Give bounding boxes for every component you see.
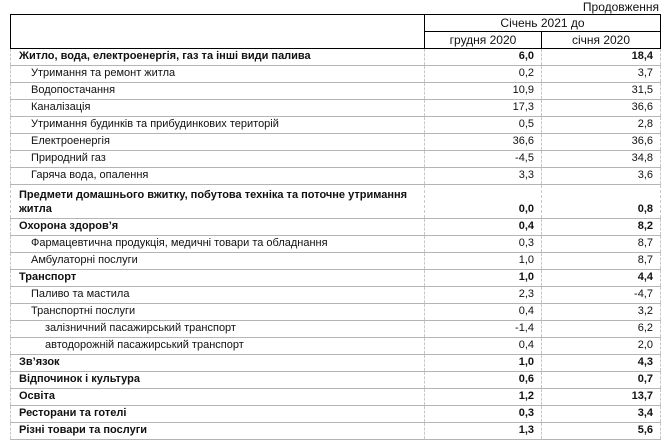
table-row xyxy=(11,253,661,270)
table-row xyxy=(11,372,661,389)
row-label: Фармацевтична продукція, медичні товари та обладнання xyxy=(11,236,425,253)
value-vs-december: 0,6 xyxy=(425,372,542,389)
header-empty-corner-cell xyxy=(11,15,425,49)
value-vs-december: -1,4 xyxy=(425,321,542,338)
table-row xyxy=(11,236,661,253)
table-row xyxy=(11,83,661,100)
table-row xyxy=(11,134,661,151)
value-vs-january: 3,2 xyxy=(542,304,661,321)
value-vs-december: 2,3 xyxy=(425,287,542,304)
value-vs-december: 0,3 xyxy=(425,236,542,253)
value-vs-december: 1,3 xyxy=(425,423,542,440)
row-label: Освіта xyxy=(11,389,425,406)
value-vs-december: 0,4 xyxy=(425,304,542,321)
value-vs-january: 2,0 xyxy=(542,338,661,355)
header-period-group: Січень 2021 до xyxy=(425,15,661,32)
value-vs-january: 5,6 xyxy=(542,423,661,440)
row-label: Каналізація xyxy=(11,100,425,117)
value-vs-january: 3,4 xyxy=(542,406,661,423)
row-label: Предмети домашнього вжитку, побутова техніка та поточне утримання житла xyxy=(11,185,425,219)
value-vs-january: 18,4 xyxy=(542,49,661,66)
value-vs-december: 0,5 xyxy=(425,117,542,134)
table-row xyxy=(11,406,661,423)
table-row xyxy=(11,270,661,287)
value-vs-january: 13,7 xyxy=(542,389,661,406)
value-vs-january: 36,6 xyxy=(542,100,661,117)
table-row xyxy=(11,168,661,185)
row-label: Різні товари та послуги xyxy=(11,423,425,440)
table-header xyxy=(11,15,661,49)
table-row xyxy=(11,389,661,406)
value-vs-december: 0,2 xyxy=(425,66,542,83)
value-vs-december: 10,9 xyxy=(425,83,542,100)
row-label: Утримання та ремонт житла xyxy=(11,66,425,83)
value-vs-january: 0,7 xyxy=(542,372,661,389)
continuation-label: Продовження xyxy=(582,0,659,14)
table-row xyxy=(11,355,661,372)
row-label: Електроенергія xyxy=(11,134,425,151)
value-vs-december: 0,0 xyxy=(425,185,542,219)
row-label: залізничний пасажирський транспорт xyxy=(11,321,425,338)
value-vs-december: 1,0 xyxy=(425,355,542,372)
value-vs-january: 34,8 xyxy=(542,151,661,168)
table-row xyxy=(11,423,661,440)
value-vs-december: 1,0 xyxy=(425,270,542,287)
row-label: Гаряча вода, опалення xyxy=(11,168,425,185)
table-row xyxy=(11,66,661,83)
value-vs-december: 6,0 xyxy=(425,49,542,66)
value-vs-january: 8,7 xyxy=(542,253,661,270)
table-row xyxy=(11,117,661,134)
value-vs-january: 2,8 xyxy=(542,117,661,134)
table-row xyxy=(11,219,661,236)
value-vs-december: 3,3 xyxy=(425,168,542,185)
header-col-vs-december: грудня 2020 xyxy=(425,32,542,49)
value-vs-december: -4,5 xyxy=(425,151,542,168)
table-row xyxy=(11,321,661,338)
value-vs-december: 1,0 xyxy=(425,253,542,270)
value-vs-january: 3,6 xyxy=(542,168,661,185)
row-label: Житло, вода, електроенергія, газ та інші види палива xyxy=(11,49,425,66)
table-row xyxy=(11,287,661,304)
table-row xyxy=(11,338,661,355)
table-row xyxy=(11,100,661,117)
cpi-table xyxy=(10,14,661,440)
row-label: Транспорт xyxy=(11,270,425,287)
value-vs-december: 36,6 xyxy=(425,134,542,151)
value-vs-january: 8,7 xyxy=(542,236,661,253)
table-row xyxy=(11,185,661,219)
table-row xyxy=(11,304,661,321)
row-label: Транспортні послуги xyxy=(11,304,425,321)
value-vs-january: 8,2 xyxy=(542,219,661,236)
row-label: Відпочинок і культура xyxy=(11,372,425,389)
value-vs-january: 36,6 xyxy=(542,134,661,151)
header-row-group xyxy=(11,15,661,32)
row-label: Ресторани та готелі xyxy=(11,406,425,423)
value-vs-december: 1,2 xyxy=(425,389,542,406)
row-label: Амбулаторні послуги xyxy=(11,253,425,270)
header-col-vs-january: січня 2020 xyxy=(542,32,661,49)
value-vs-january: 4,4 xyxy=(542,270,661,287)
row-label: Водопостачання xyxy=(11,83,425,100)
table-row xyxy=(11,151,661,168)
value-vs-january: 31,5 xyxy=(542,83,661,100)
row-label: Зв’язок xyxy=(11,355,425,372)
row-label: Природний газ xyxy=(11,151,425,168)
value-vs-january: 3,7 xyxy=(542,66,661,83)
value-vs-january: 6,2 xyxy=(542,321,661,338)
table-row xyxy=(11,49,661,66)
value-vs-december: 0,3 xyxy=(425,406,542,423)
value-vs-december: 0,4 xyxy=(425,338,542,355)
value-vs-january: 4,3 xyxy=(542,355,661,372)
row-label: Паливо та мастила xyxy=(11,287,425,304)
row-label: Утримання будинків та прибудинкових територій xyxy=(11,117,425,134)
value-vs-december: 17,3 xyxy=(425,100,542,117)
value-vs-january: -4,7 xyxy=(542,287,661,304)
table-body xyxy=(11,49,661,440)
value-vs-december: 0,4 xyxy=(425,219,542,236)
row-label: Охорона здоров’я xyxy=(11,219,425,236)
value-vs-january: 0,8 xyxy=(542,185,661,219)
row-label: автодорожній пасажирський транспорт xyxy=(11,338,425,355)
